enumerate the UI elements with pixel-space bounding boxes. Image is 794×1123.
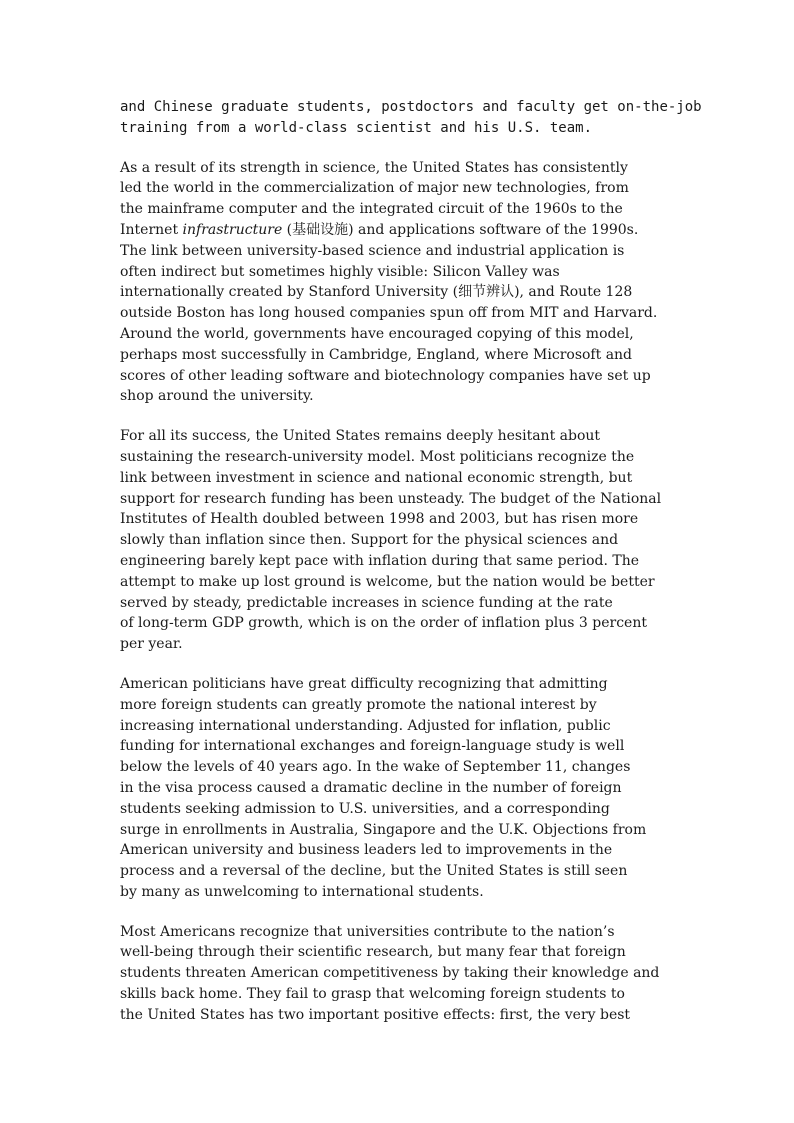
text-segment: The link between university-based science and industrial application is (120, 242, 625, 259)
text-line (120, 220, 724, 241)
text-segment: served by steady, predictable increases in science funding at the rate (120, 594, 613, 611)
text-line (120, 426, 724, 447)
text-segment: outside Boston has long housed companies spun off from MIT and Harvard. (120, 305, 658, 322)
paragraph (120, 674, 724, 903)
text-segment: (基础设施) and applications software of the 1990s. (282, 221, 639, 238)
text-segment: support for research funding has been unsteady. The budget of the National (120, 490, 662, 507)
text-line (120, 199, 724, 220)
text-line (120, 345, 724, 366)
text-segment: link between investment in science and national economic strength, but (120, 469, 633, 486)
text-segment: slowly than inflation since then. Support for the physical sciences and (120, 532, 619, 549)
paragraph (120, 158, 724, 408)
text-line (120, 551, 724, 572)
document-body (120, 97, 724, 1026)
text-line (120, 366, 724, 387)
text-line (120, 634, 724, 655)
text-segment: internationally created by Stanford University (细节辨认), and Route 128 (120, 284, 633, 301)
text-line (120, 799, 724, 820)
text-line (120, 118, 724, 139)
text-segment: American university and business leaders led to improvements in the (120, 842, 613, 859)
text-line (120, 262, 724, 283)
text-segment: students threaten American competitiveness by taking their knowledge and (120, 965, 660, 982)
text-segment: the mainframe computer and the integrated circuit of the 1960s to the (120, 201, 623, 218)
text-segment: the United States has two important positive effects: first, the very best (120, 1006, 631, 1023)
text-line (120, 922, 724, 943)
text-segment: more foreign students can greatly promote the national interest by (120, 696, 597, 713)
text-line (120, 324, 724, 345)
text-line (120, 736, 724, 757)
text-segment: Around the world, governments have encouraged copying of this model, (120, 325, 634, 342)
text-segment: training from a world-class scientist and his U.S. team. (120, 119, 593, 136)
text-line (120, 468, 724, 489)
text-line (120, 282, 724, 303)
text-segment: students seeking admission to U.S. universities, and a corresponding (120, 800, 610, 817)
text-line (120, 178, 724, 199)
text-segment: process and a reversal of the decline, but the United States is still seen (120, 863, 628, 880)
text-segment: As a result of its strength in science, the United States has consistently (120, 159, 628, 176)
text-segment: Institutes of Health doubled between 1998 and 2003, but has risen more (120, 511, 639, 528)
paragraph (120, 426, 724, 655)
text-segment: and Chinese graduate students, postdoctors and faculty get on-the-job (120, 99, 702, 115)
text-line (120, 820, 724, 841)
text-segment: perhaps most successfully in Cambridge, England, where Microsoft and (120, 346, 633, 363)
text-line (120, 674, 724, 695)
text-line (120, 882, 724, 903)
text-line (120, 963, 724, 984)
text-segment: well-being through their scientific research, but many fear that foreign (120, 944, 626, 961)
text-segment: increasing international understanding. Adjusted for inflation, public (120, 717, 611, 734)
text-segment: of long-term GDP growth, which is on the order of inflation plus 3 percent (120, 615, 647, 632)
text-segment: scores of other leading software and biotechnology companies have set up (120, 367, 651, 384)
text-line (120, 942, 724, 963)
text-line (120, 97, 724, 118)
text-segment: Most Americans recognize that universities contribute to the nation’s (120, 923, 615, 940)
text-line (120, 158, 724, 179)
text-line (120, 1005, 724, 1026)
text-segment: American politicians have great difficulty recognizing that admitting (120, 675, 608, 692)
text-segment: For all its success, the United States remains deeply hesitant about (120, 428, 601, 445)
text-segment: in the visa process caused a dramatic decline in the number of foreign (120, 779, 622, 796)
text-line (120, 509, 724, 530)
text-segment: below the levels of 40 years ago. In the wake of September 11, changes (120, 759, 631, 776)
text-segment: surge in enrollments in Australia, Singapore and the U.K. Objections from (120, 821, 647, 838)
text-segment: funding for international exchanges and foreign-language study is well (120, 738, 625, 755)
text-segment: Internet (120, 221, 183, 238)
text-segment: skills back home. They fail to grasp that welcoming foreign students to (120, 986, 625, 1003)
text-segment: per year. (120, 636, 183, 653)
text-segment: often indirect but sometimes highly visible: Silicon Valley was (120, 263, 560, 280)
text-line (120, 241, 724, 262)
text-line (120, 984, 724, 1005)
text-line (120, 489, 724, 510)
text-line (120, 447, 724, 468)
text-line (120, 530, 724, 551)
paragraph (120, 97, 724, 139)
text-line (120, 613, 724, 634)
text-line (120, 716, 724, 737)
text-line (120, 757, 724, 778)
text-segment: engineering barely kept pace with inflation during that same period. The (120, 552, 640, 569)
text-line (120, 861, 724, 882)
italic-term: infrastructure (182, 221, 283, 238)
paragraph (120, 922, 724, 1026)
text-line (120, 572, 724, 593)
text-segment: sustaining the research-university model. Most politicians recognize the (120, 448, 635, 465)
text-segment: led the world in the commercialization of major new technologies, from (120, 180, 629, 197)
text-line (120, 778, 724, 799)
text-line (120, 695, 724, 716)
text-segment: attempt to make up lost ground is welcome, but the nation would be better (120, 573, 655, 590)
text-line (120, 386, 724, 407)
text-line (120, 593, 724, 614)
text-line (120, 840, 724, 861)
text-segment: shop around the university. (120, 388, 314, 405)
text-segment: by many as unwelcoming to international students. (120, 883, 484, 900)
text-line (120, 303, 724, 324)
